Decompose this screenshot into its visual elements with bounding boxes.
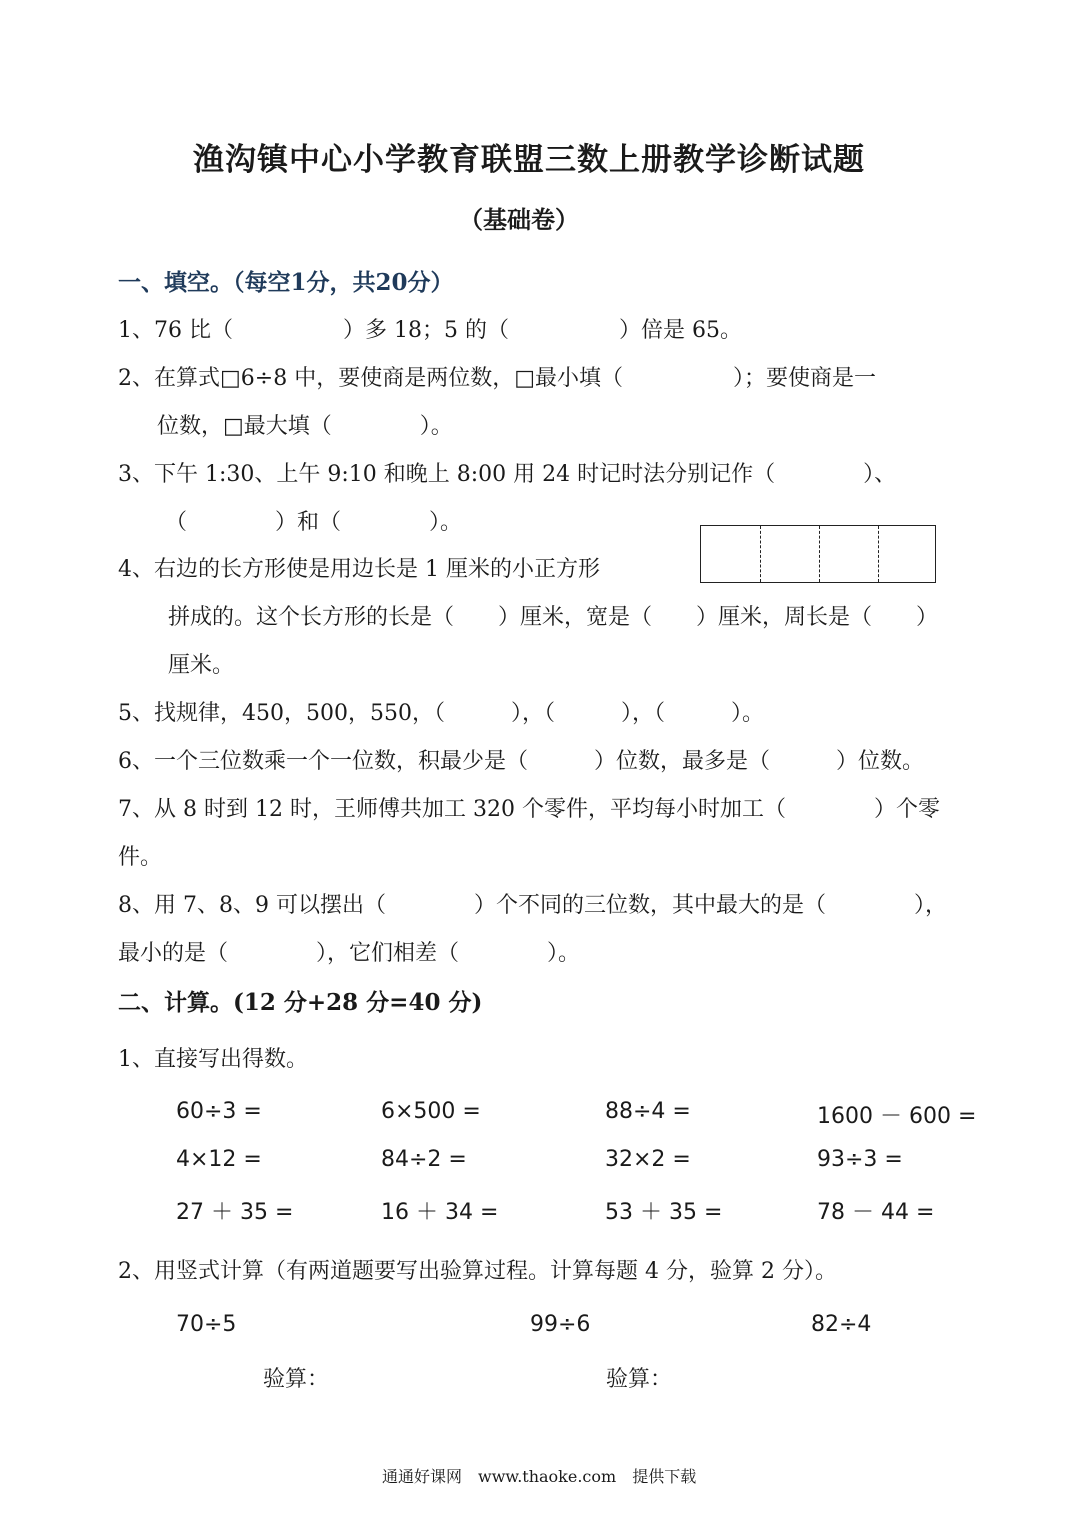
vertical-calc-item: 70÷5: [176, 1312, 237, 1337]
calc-item: 93÷3 =: [817, 1147, 903, 1172]
question-3-line-2: （ ）和（ ）。: [165, 510, 463, 535]
page-subtitle: （基础卷）: [459, 205, 579, 234]
calc-item: 27 ＋ 35 =: [176, 1200, 294, 1225]
calc-item: 16 ＋ 34 =: [381, 1200, 499, 1225]
footer-text: 通通好课网 www.thaoke.com 提供下载: [382, 1467, 697, 1486]
calc-item: 4×12 =: [176, 1147, 262, 1172]
calc-item: 78 － 44 =: [817, 1200, 935, 1225]
calc-item: 84÷2 =: [381, 1147, 467, 1172]
question-5: 5、找规律，450，500，550，（ ），（ ），（ ）。: [118, 701, 764, 726]
rectangle-divider: [878, 526, 879, 582]
rectangle-divider: [760, 526, 761, 582]
question-3-line-1: 3、下午 1:30、上午 9:10 和晚上 8:00 用 24 时记时法分别记作（ ）、: [118, 462, 897, 487]
question-1: 1、76 比（ ）多 18；5 的（ ）倍是 65。: [118, 318, 742, 343]
question-7-line-2: 件。: [118, 845, 163, 870]
calc-item: 6×500 =: [381, 1099, 481, 1124]
section-1-heading: 一、填空。（每空1分，共20分）: [118, 269, 454, 296]
question-4-line-2: 拼成的。这个长方形的长是（ ）厘米，宽是（ ）厘米，周长是（ ）: [168, 605, 939, 630]
check-label: 验算：: [263, 1367, 330, 1392]
calc-item: 1600 － 600 =: [817, 1104, 977, 1129]
rectangle-diagram: [700, 525, 936, 583]
question-8-line-1: 8、用 7、8、9 可以摆出（ ）个不同的三位数，其中最大的是（ ），: [118, 893, 947, 918]
question-4-line-3: 厘米。: [168, 653, 235, 678]
calc-item: 53 ＋ 35 =: [605, 1200, 723, 1225]
rectangle-divider: [819, 526, 820, 582]
check-label: 验算：: [606, 1367, 673, 1392]
section-2-heading: 二、计算。(12 分+28 分=40 分): [118, 989, 483, 1016]
calc-instruction-1: 1、直接写出得数。: [118, 1047, 308, 1072]
vertical-calc-item: 99÷6: [530, 1312, 591, 1337]
question-8-line-2: 最小的是（ ），它们相差（ ）。: [118, 941, 581, 966]
question-6: 6、一个三位数乘一个一位数，积最少是（ ）位数，最多是（ ）位数。: [118, 749, 924, 774]
question-2-line-1: 2、在算式□6÷8 中，要使商是两位数，□最小填（ ）；要使商是一: [118, 366, 876, 391]
calc-instruction-2: 2、用竖式计算（有两道题要写出验算过程。计算每题 4 分，验算 2 分）。: [118, 1259, 837, 1284]
calc-item: 32×2 =: [605, 1147, 691, 1172]
vertical-calc-item: 82÷4: [811, 1312, 872, 1337]
calc-item: 60÷3 =: [176, 1099, 262, 1124]
question-4-line-1: 4、右边的长方形使是用边长是 1 厘米的小正方形: [118, 557, 600, 582]
question-7-line-1: 7、从 8 时到 12 时，王师傅共加工 320 个零件，平均每小时加工（ ）个零: [118, 797, 940, 822]
calc-item: 88÷4 =: [605, 1099, 691, 1124]
page-title: 渔沟镇中心小学教育联盟三数上册教学诊断试题: [193, 142, 865, 178]
question-2-line-2: 位数，□最大填（ ）。: [157, 414, 453, 439]
